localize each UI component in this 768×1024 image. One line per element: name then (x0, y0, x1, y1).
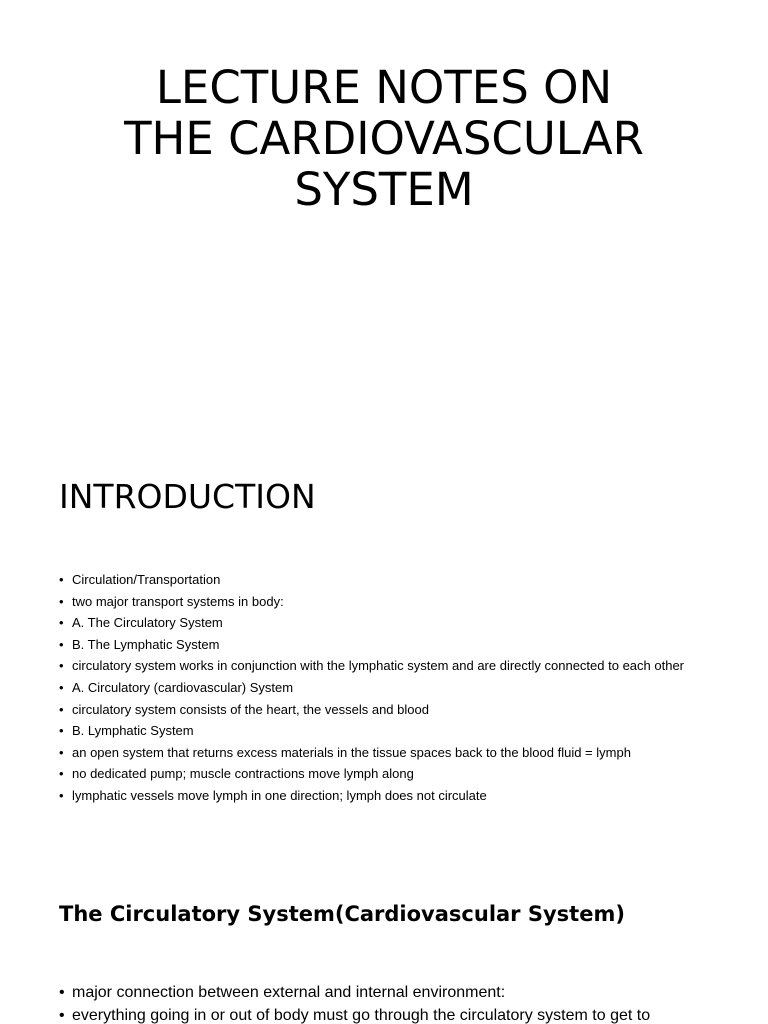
circulatory-bullet-list (59, 983, 739, 1024)
list-item-text: B. Lymphatic System (72, 723, 194, 739)
bullet-icon: • (59, 1007, 65, 1024)
list-item (59, 983, 739, 1003)
bullet-icon: • (59, 723, 64, 739)
list-item-text: two major transport systems in body: (72, 593, 284, 609)
circulatory-system-heading: The Circulatory System(Cardiovascular System) (59, 902, 625, 926)
title-slide (0, 0, 768, 420)
bullet-icon: • (59, 572, 64, 587)
bullet-icon: • (59, 615, 64, 631)
bullet-icon: • (59, 679, 64, 695)
bullet-icon: • (59, 593, 64, 609)
list-item (59, 702, 709, 718)
list-item-text: circulatory system works in conjunction with the lymphatic system and are directly connected to each other (72, 658, 684, 674)
list-item-text: circulatory system consists of the heart, the vessels and blood (72, 701, 429, 717)
list-item (59, 680, 709, 696)
list-item-text: everything going in or out of body must go through the circulatory system to get to (72, 1007, 651, 1024)
list-item (59, 745, 709, 761)
title-line: SYSTEM (294, 163, 474, 216)
list-item-text: Circulation/Transportation (72, 572, 221, 587)
list-item-text: an open system that returns excess materials in the tissue spaces back to the blood fluid = lymph (72, 744, 631, 760)
list-item (59, 658, 709, 674)
introduction-slide (0, 420, 768, 860)
list-item (59, 594, 709, 610)
bullet-icon: • (59, 636, 64, 652)
introduction-heading: INTRODUCTION (59, 477, 316, 516)
list-item (59, 572, 709, 588)
introduction-bullet-list (59, 572, 709, 810)
bullet-icon: • (59, 787, 64, 803)
bullet-icon: • (59, 744, 64, 760)
list-item-text: lymphatic vessels move lymph in one direction; lymph does not circulate (72, 787, 487, 803)
list-item (59, 615, 709, 631)
list-item-text: A. The Circulatory System (72, 615, 223, 631)
circulatory-system-slide (0, 860, 768, 1024)
title-line: LECTURE NOTES ON (155, 61, 613, 114)
bullet-icon: • (59, 658, 64, 674)
list-item (59, 723, 709, 739)
bullet-icon: • (59, 984, 65, 1001)
title-line: THE CARDIOVASCULAR (124, 112, 644, 165)
list-item (59, 788, 709, 804)
list-item (59, 766, 709, 782)
bullet-icon: • (59, 701, 64, 717)
list-item-text: B. The Lymphatic System (72, 636, 220, 652)
list-item-text: no dedicated pump; muscle contractions move lymph along (72, 766, 414, 782)
list-item (59, 637, 709, 653)
list-item-text: major connection between external and internal environment: (72, 984, 506, 1001)
list-item (59, 1006, 739, 1024)
bullet-icon: • (59, 766, 64, 782)
document-title (0, 62, 768, 215)
list-item-text: A. Circulatory (cardiovascular) System (72, 679, 294, 695)
